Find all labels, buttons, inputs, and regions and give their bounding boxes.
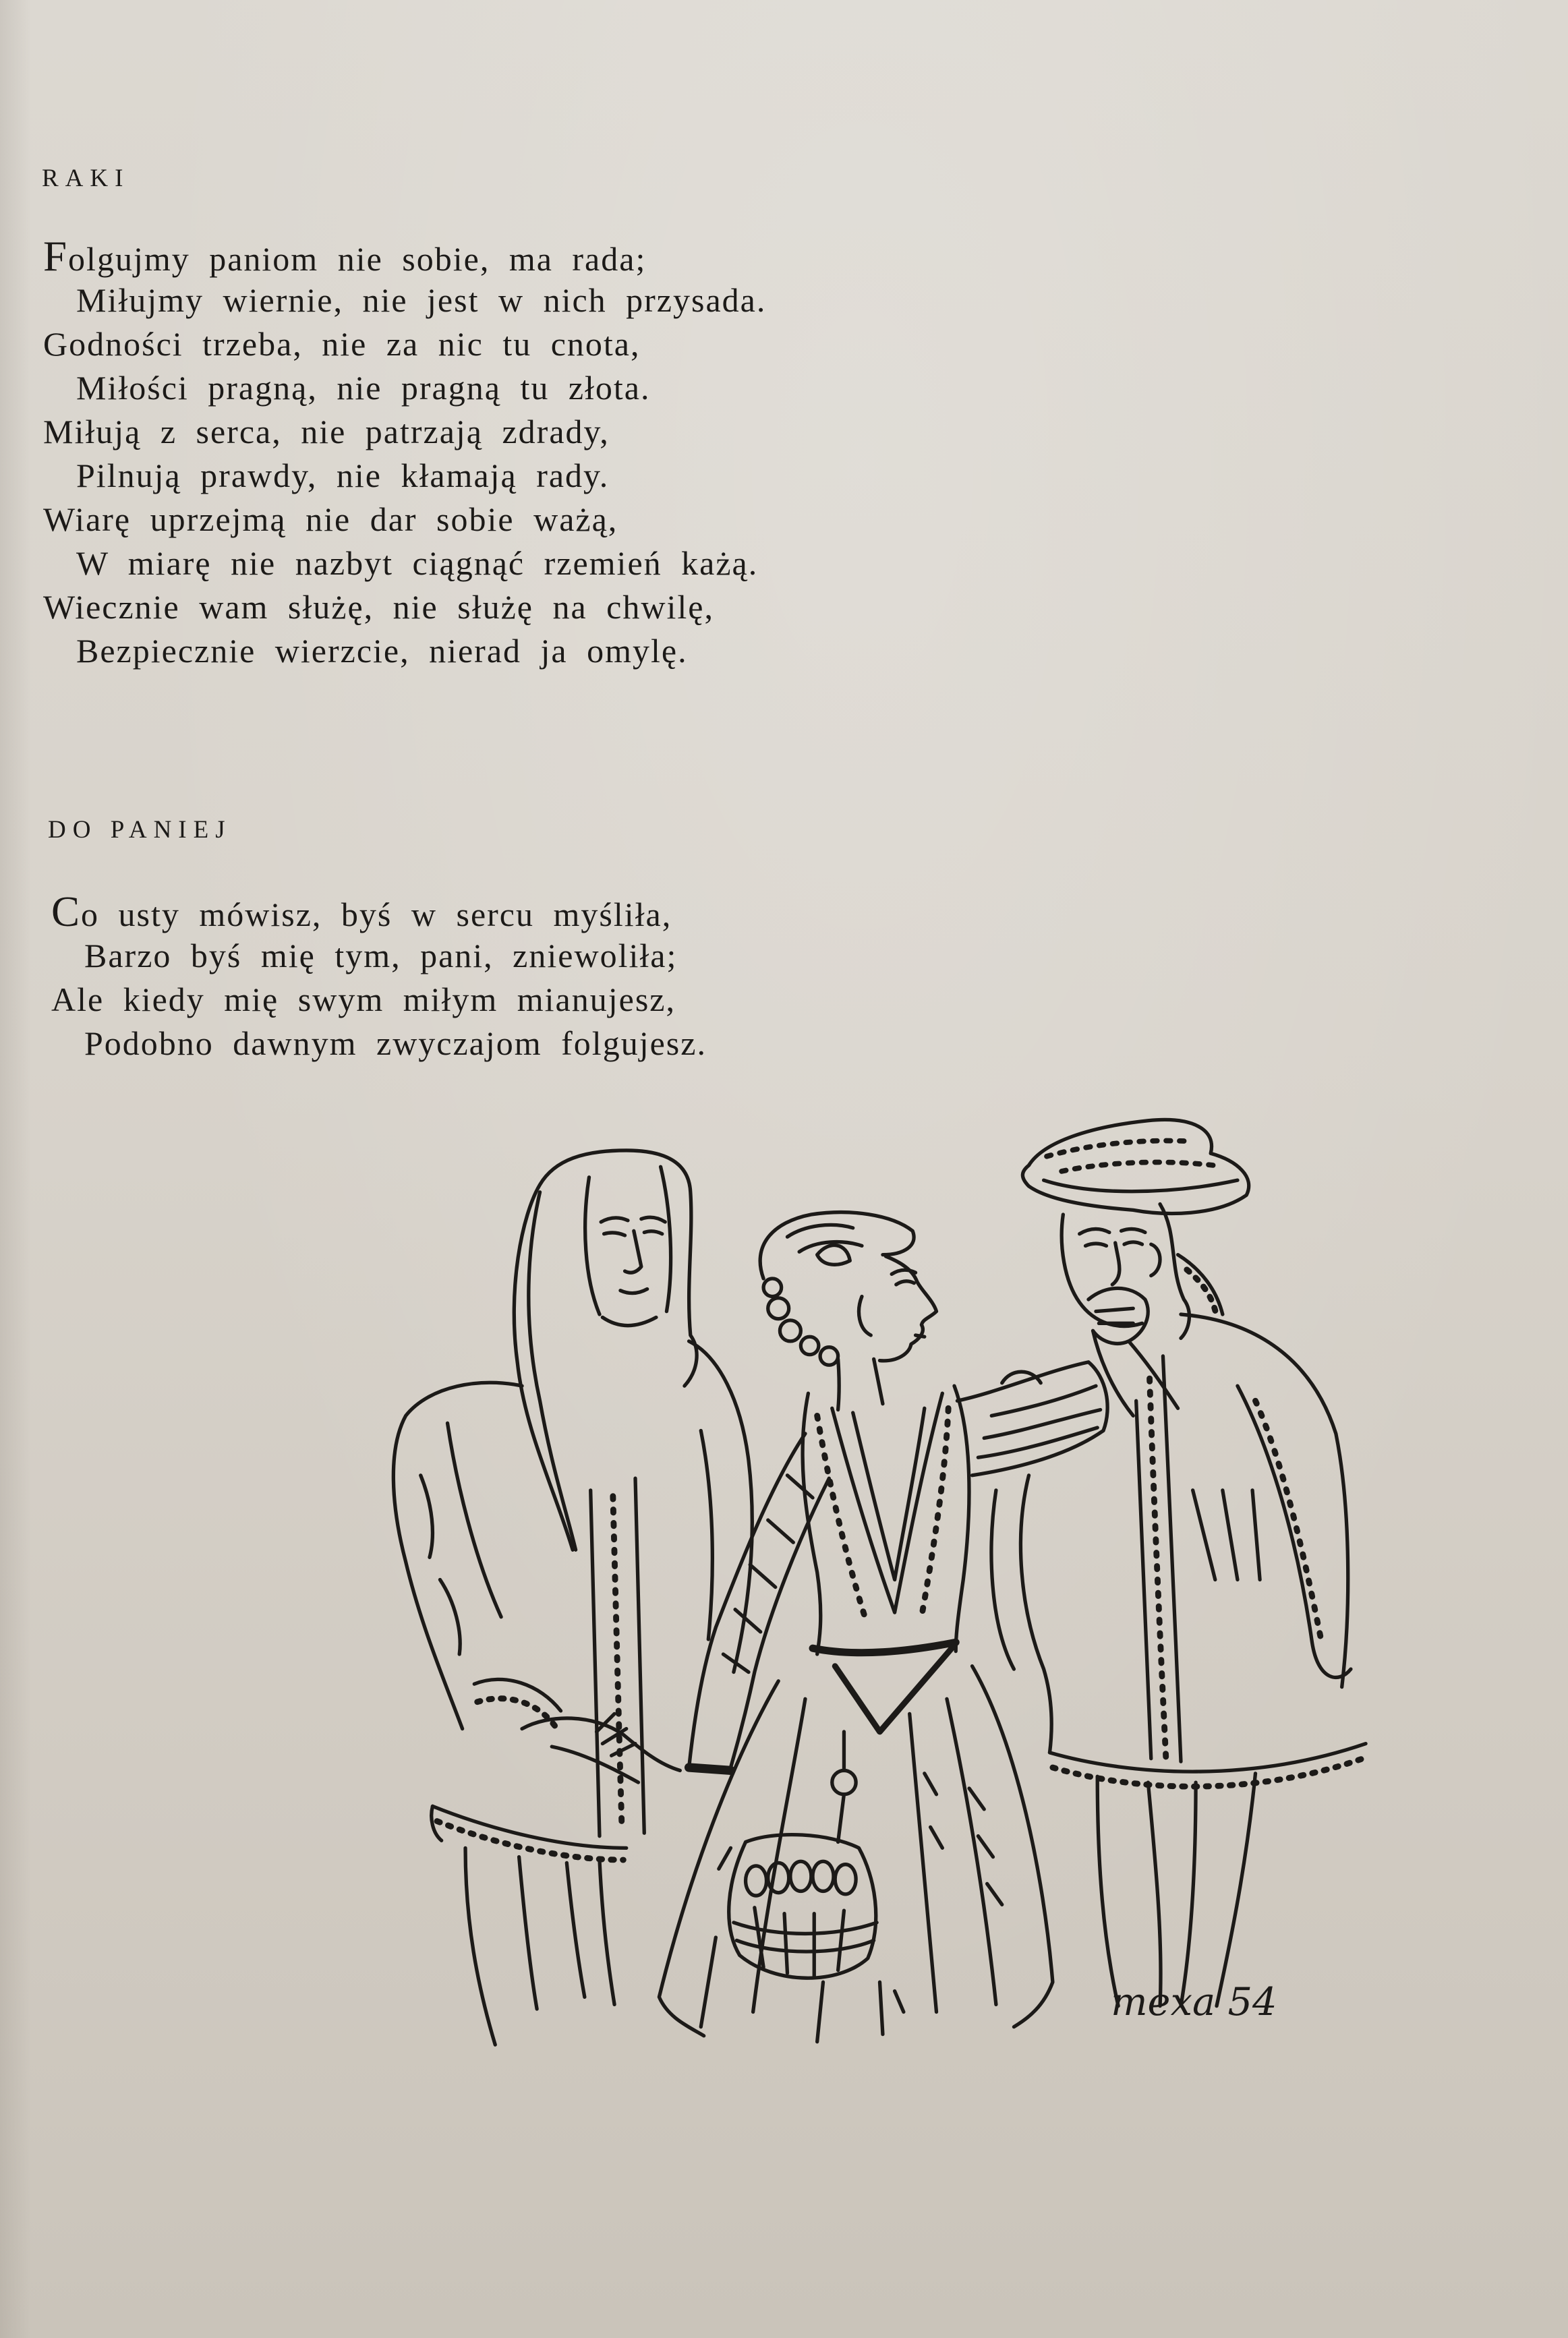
figure-hooded-man (393, 1150, 752, 2045)
man-face (1062, 1204, 1189, 1339)
page-gutter-shadow (0, 0, 31, 2338)
hooded-man-face (601, 1217, 665, 1326)
poem-line: Miłują z serca, nie patrzają zdrady, (43, 413, 610, 450)
poem-line: Bezpiecznie wierzcie, nierad ja omylę. (76, 632, 688, 670)
poem-title-do-paniej: DO PANIEJ (48, 816, 232, 844)
lady-face (859, 1256, 937, 1361)
poem-line: Ale kiedy mię swym miłym mianujesz, (51, 981, 676, 1018)
lady-sash (835, 1645, 954, 1732)
poem-line: Podobno dawnym zwyczajom folgujesz. (84, 1024, 707, 1062)
poem-do-paniej (51, 890, 707, 1065)
figure-man-with-hat (957, 1119, 1366, 2006)
poem-line: Wiarę uprzejmą nie dar sobie ważą, (43, 500, 618, 538)
lady-handbag (729, 1835, 877, 1979)
poem-line: W miarę nie nazbyt ciągnąć rzemień każą. (76, 544, 759, 582)
man-striped-sleeve (957, 1362, 1107, 1475)
illustration-three-figures (373, 1088, 1387, 2072)
poem-line: Godności trzeba, nie za nic tu cnota, (43, 325, 641, 363)
poem-line: Miłości pragną, nie pragną tu złota. (76, 369, 651, 407)
lady-skirt (659, 1666, 1053, 2042)
poem-line: Miłujmy wiernie, nie jest w nich przysada. (76, 281, 767, 319)
lady-cap (760, 1212, 914, 1279)
poem-title-raki: RAKI (42, 165, 130, 192)
man-hat (1022, 1119, 1248, 1213)
poem-line: Folgujmy paniom nie sobie, ma rada; (43, 233, 647, 280)
poem-line: Barzo byś mię tym, pani, zniewoliła; (84, 937, 678, 974)
clasped-hands (522, 1714, 680, 1782)
figure-lady (659, 1212, 1053, 2042)
lady-curls (763, 1279, 838, 1365)
artist-signature: mexa 54 (1111, 1979, 1277, 2024)
lady-belt (813, 1642, 956, 1652)
poem-raki (43, 235, 766, 673)
poem-line: Wiecznie wam służę, nie służę na chwilę, (43, 588, 714, 626)
poem-line: Co usty mówisz, byś w sercu myśliła, (51, 888, 672, 935)
poem-line: Pilnują prawdy, nie kłamają rady. (76, 457, 610, 494)
